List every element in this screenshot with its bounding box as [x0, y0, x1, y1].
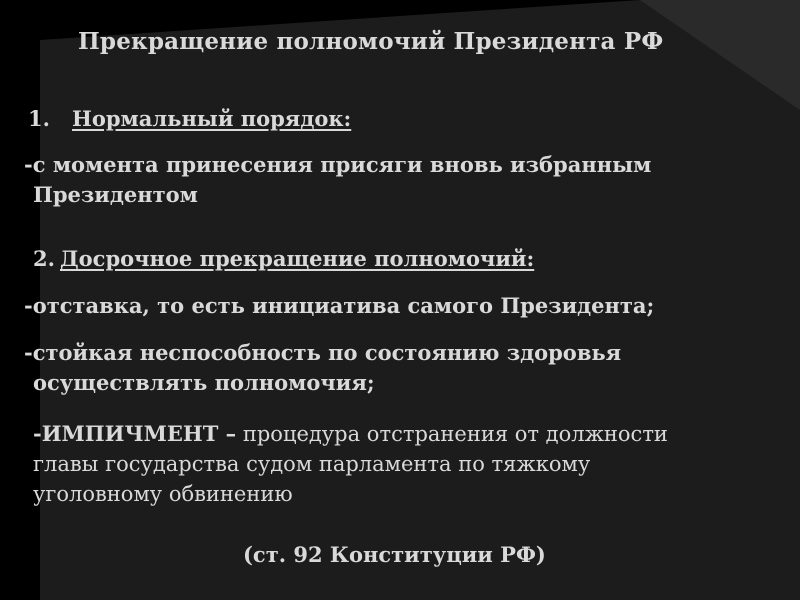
slide-title: Прекращение полномочий Президента РФ [78, 28, 664, 55]
impeachment-line1 [33, 420, 668, 448]
item1-line2: Президентом [33, 182, 198, 207]
impeachment-line3: уголовному обвинению [33, 482, 293, 506]
item2-heading: Досрочное прекращение полномочий: [60, 246, 535, 271]
constitution-reference: (ст. 92 Конституции РФ) [243, 542, 546, 567]
impeachment-term: -ИМПИЧМЕНТ – [33, 421, 237, 446]
bullet-health-line1: -стойкая неспособность по состоянию здоровья [24, 340, 622, 365]
item1-line1: -с момента принесения присяги вновь избранным [24, 152, 652, 177]
item1-heading: Нормальный порядок: [72, 106, 352, 131]
impeachment-line2: главы государства судом парламента по тяжкому [33, 452, 591, 476]
item2-number: 2. [33, 246, 55, 271]
impeachment-definition-start: процедура отстранения от должности [236, 422, 668, 446]
bullet-health-line2: осуществлять полномочия; [33, 370, 375, 395]
bullet-resignation: -отставка, то есть инициатива самого Президента; [24, 293, 655, 318]
item1-number: 1. [28, 106, 50, 131]
